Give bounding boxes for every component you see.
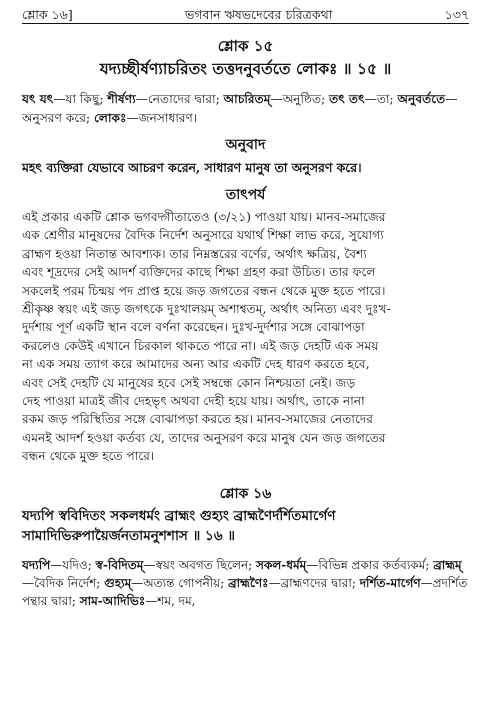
synonym-meaning: —অনুষ্ঠিত;	[270, 92, 330, 106]
purport-line: এবং শূদ্রদের সেই আদর্শ ব্যক্তিদের কাছে শিক্ষা গ্রহণ করা উচিত। তার ফলে	[22, 265, 376, 280]
synonym-term: অনুবর্ততে	[397, 92, 446, 106]
translation-text: মহৎ ব্যক্তিরা যেভাবে আচরণ করেন, সাধারণ মানুষ তা অনুসরণ করে।	[22, 160, 362, 175]
purport-line: এমনই আদর্শ হওয়া কর্তব্য যে, তাদের অনুসরণ করে মানুষ যেন জড় জগতের	[22, 430, 386, 445]
synonym-term: তৎ তৎ	[329, 92, 365, 106]
synonym-term: লোকঃ	[93, 110, 127, 125]
synonym-meaning: —অনুসরণ করে;	[22, 92, 458, 125]
synonym-term: দর্শিত-মার্গেণ	[359, 575, 421, 590]
purport-line: বন্ধন থেকে মুক্ত হতে পারে।	[22, 449, 155, 464]
verse-15-heading: শ্লোক ১৫	[217, 37, 274, 55]
running-header	[22, 0, 469, 24]
purport-line: দুর্দশায় পূর্ণ একটি স্থান বলে বর্ণনা করেছেন। দুঃখ-দুর্দশার সঙ্গে বোঝাপড়া	[22, 320, 365, 335]
synonym-meaning: —যা কিছু;	[53, 92, 108, 106]
synonym-term: যৎ যৎ	[22, 92, 54, 106]
purport-line: সকলেই পরম চিন্ময় পদ প্রাপ্ত হয়ে জড় জগতের বন্ধন থেকে মুক্ত হতে পারে।	[22, 283, 386, 298]
synonym-meaning: —যদিও;	[50, 557, 96, 572]
translation-heading: অনুবাদ	[225, 137, 266, 153]
synonym-term: যদ্যপি	[22, 557, 51, 572]
synonym-term: স্ব-বিদিতম্	[95, 557, 144, 572]
page-number: ১৩৭	[444, 7, 469, 22]
synonym-meaning: —প্রদর্শিত পন্থার দ্বারা;	[22, 575, 468, 609]
synonym-meaning: —বিভিন্ন প্রকার কর্তব্যকর্ম;	[306, 557, 434, 572]
purport-body	[22, 208, 469, 466]
purport-line: রকম জড় পরিস্থিতির সঙ্গে বোঝাপড়া করতে হয়। মানব-সমাজের নেতাদের	[22, 412, 373, 427]
synonym-meaning: —শম, দম,	[145, 594, 196, 609]
synonym-meaning: —বৈদিক নির্দেশ;	[22, 575, 105, 590]
purport-line: ব্রাহ্মণ হওয়া নিতান্ত আবশ্যক। তার নিম্নস্তরের বর্ণের, অর্থাৎ ক্ষত্রিয়, বৈশ্য	[22, 246, 367, 261]
synonym-term: ব্রাহ্মম্	[433, 557, 462, 572]
verse-16-line-2: সামাদিভিরুপায়ৈর্জনতামনুশশাস ॥ ১৬ ॥	[22, 527, 236, 544]
verse-16-line-1: যদ্যপি স্ববিদিতং সকলধর্মং ব্রাহ্মং গুহ্যং ব্রাহ্মণৈর্দর্শিতমার্গেণ	[22, 507, 336, 524]
synonym-term: শীর্ষণ্য	[107, 92, 136, 106]
purport-line: শ্রীকৃষ্ণ স্বয়ং এই জড় জগৎকে দুঃখালয়ম্ অশাশ্বতম্, অর্থাৎ অনিত্য এবং দুঃখ-	[22, 302, 391, 317]
purport-line: করলেও কেউই এখানে চিরকাল থাকতে পারে না। এই জড় দেহটি এক সময়	[22, 338, 379, 353]
purport-line: দেহ পাওয়া মাত্রই জীব দেহভৃৎ অথবা দেহী হয়ে যায়। অর্থাৎ, তাকে নানা	[22, 394, 365, 409]
synonym-meaning: —অত্যন্ত গোপনীয়;	[131, 575, 229, 590]
purport-line: এই প্রকার একটি শ্লোক ভগবদ্গীতাতেও (৩/২১) পাওয়া যায়। মানব-সমাজের	[22, 210, 386, 224]
verse-16-synonyms	[22, 556, 469, 611]
verse-16-text	[22, 506, 469, 546]
verse-16-heading: শ্লোক ১৬	[219, 485, 272, 502]
synonym-meaning: —নেতাদের দ্বারা;	[135, 92, 224, 106]
synonym-meaning: —জনসাধারণ।	[126, 110, 198, 125]
synonym-meaning: —তা;	[364, 92, 398, 106]
synonym-term: আচরিতম্	[223, 92, 271, 106]
purport-line: না এক সময় ত্যাগ করে আমাদের অন্য আর একটি দেহ ধারণ করতে হবে,	[22, 357, 370, 372]
synonym-meaning: —ব্রাহ্মণদের দ্বারা;	[268, 575, 360, 590]
purport-line: এক শ্রেণীর মানুষদের বৈদিক নির্দেশ অনুসারে যথার্থ শিক্ষা লাভ করে, সুযোগ্য	[22, 228, 384, 243]
synonym-term: ব্রাহ্মণৈঃ	[228, 575, 269, 590]
synonym-term: সকল-ধর্মম্	[256, 557, 307, 572]
header-chapter-ref: শ্লোক ১৬]	[22, 7, 73, 22]
verse-15-synonyms	[22, 90, 469, 127]
synonym-term: গুহ্যম্	[104, 575, 132, 590]
header-title: ভগবান ঋষভদেবের চরিত্রকথা	[184, 7, 333, 22]
purport-heading: তাৎপর্য	[225, 187, 266, 203]
synonym-meaning: —স্বয়ং অবগত ছিলেন;	[143, 557, 257, 572]
synonym-term: সাম-আদিভিঃ	[79, 594, 146, 609]
verse-15-text: যদ্যচ্ছীর্ষণ্যাচরিতং তত্তদনুবর্ততে লোকঃ ॥ ১৫ ॥	[99, 59, 392, 78]
purport-line: এবং সেই দেহটি যে মানুষের হবে সেই সম্বন্ধে কোন নিশ্চয়তা নেই। জড়	[22, 375, 356, 390]
